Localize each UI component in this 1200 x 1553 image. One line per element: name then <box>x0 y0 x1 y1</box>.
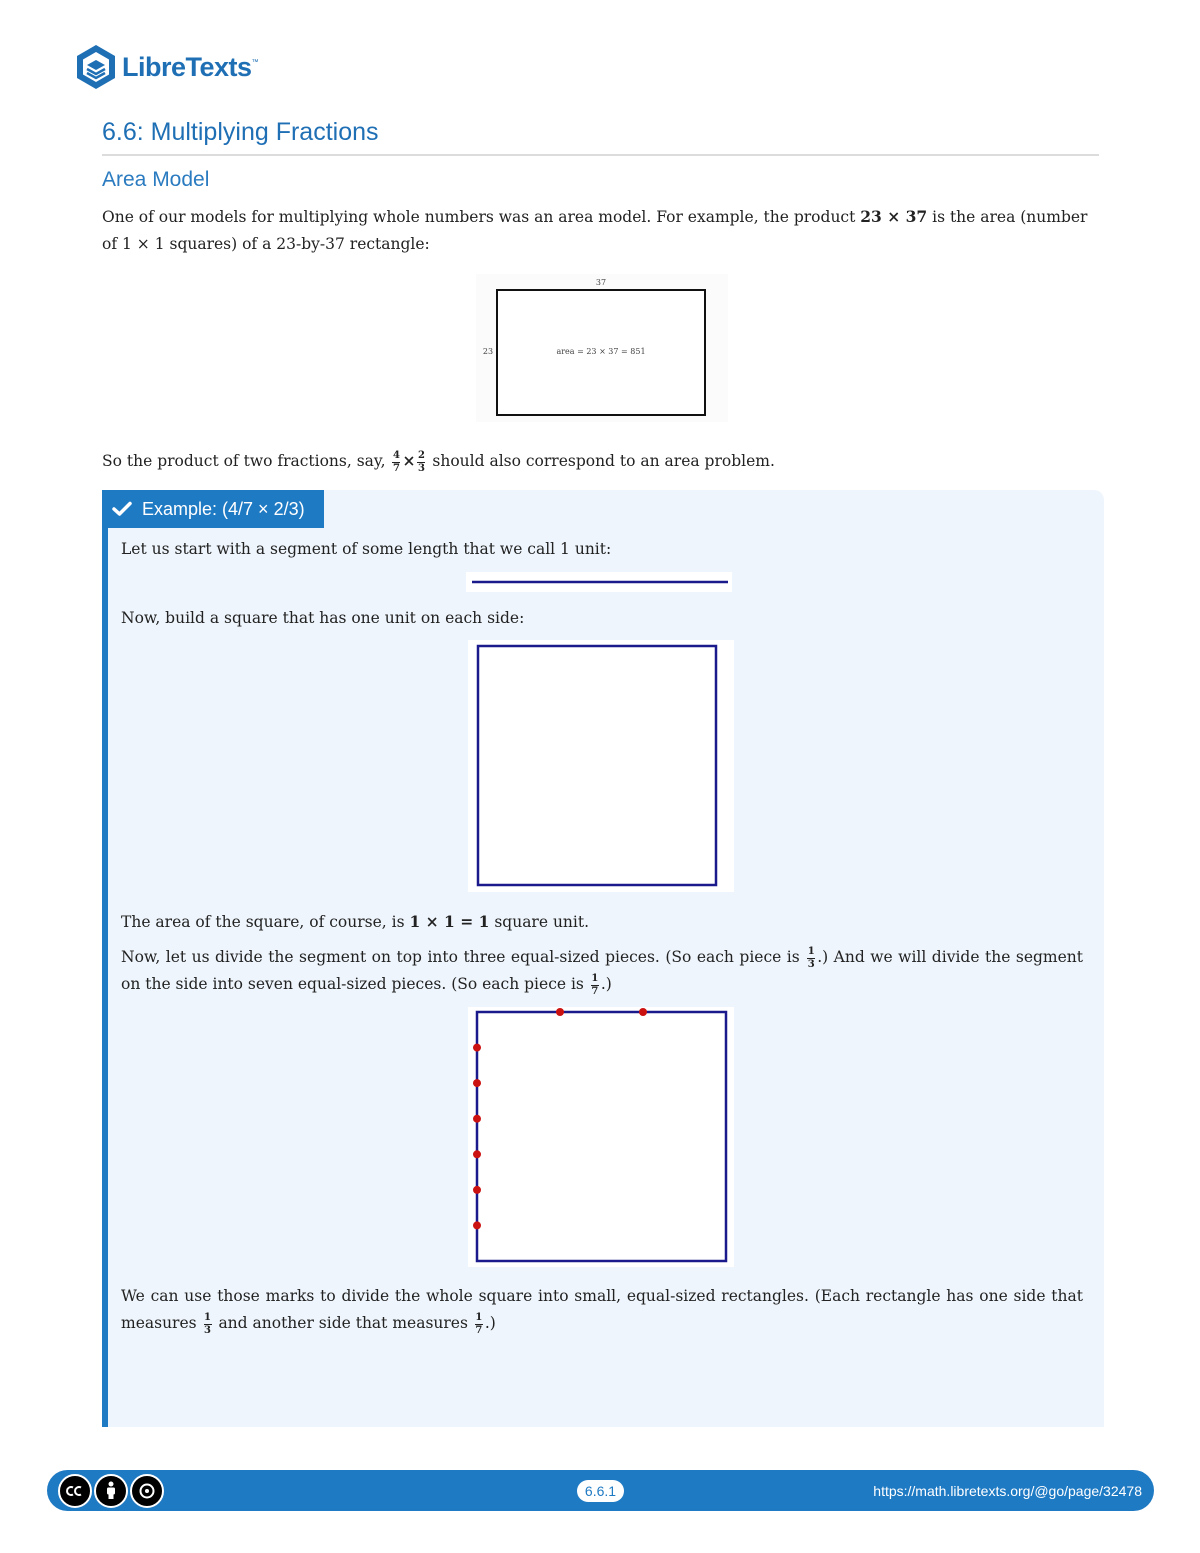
fraction-2-3: $\frac{2}{3}$ <box>417 449 425 474</box>
rect-side-label: 23 <box>482 347 494 356</box>
logo-wordmark: LibreTexts <box>122 51 252 82</box>
rect-top-label: 37 <box>595 278 607 287</box>
math-product: 23 × 37 <box>860 207 928 226</box>
side-mark-3 <box>473 1115 481 1123</box>
attribution-icon <box>130 1474 164 1508</box>
example-paragraph-4: Now, let us divide the segment on top into three equal-sized pieces. (So each piece is $\frac{1}{3}$ .) And we will divide the segment on the side into seven equal-sized pieces. (So each piece is $\frac{1}{7}$ .) <box>121 945 1083 997</box>
math-one-times-one: 1 × 1 = 1 <box>409 912 490 931</box>
libretexts-logo[interactable] <box>74 42 259 92</box>
top-mark-1 <box>556 1008 564 1016</box>
side-mark-5 <box>473 1186 481 1194</box>
fraction-4-7: $\frac{4}{7}$ <box>392 449 400 474</box>
unit-segment-figure <box>466 572 732 592</box>
example-title: Example: (4/7 × 2/3) <box>142 498 305 519</box>
fraction-paragraph: So the product of two fractions, say, $\frac{4}{7}$ × $\frac{2}{3}$ should also correspond to an area problem. <box>102 449 775 474</box>
side-mark-2 <box>473 1079 481 1087</box>
area-rectangle-figure <box>476 274 728 422</box>
divided-square-figure <box>468 1007 734 1267</box>
unit-square-figure <box>468 640 734 892</box>
section-heading: Area Model <box>102 168 210 191</box>
cc-icon <box>58 1474 92 1508</box>
top-mark-2 <box>639 1008 647 1016</box>
libretexts-logo-icon <box>74 43 118 91</box>
example-paragraph-2: Now, build a square that has one unit on each side: <box>121 609 525 627</box>
fraction-1-7-b: $\frac{1}{7}$ <box>475 1311 483 1336</box>
fraction-1-3-b: $\frac{1}{3}$ <box>204 1311 211 1336</box>
example-header <box>102 490 324 528</box>
intro-paragraph: One of our models for multiplying whole numbers was an area model. For example, the product 23 × 37 is the area (number of 1 × 1 squares) of a 23-by-37 rectangle: <box>102 207 1088 253</box>
cc-license-badge[interactable] <box>58 1474 164 1508</box>
by-icon <box>94 1474 128 1508</box>
fraction-1-3: $\frac{1}{3}$ <box>807 945 815 970</box>
title-divider <box>102 154 1099 156</box>
logo-trademark: ™ <box>251 58 259 66</box>
page-title: 6.6: Multiplying Fractions <box>102 118 379 146</box>
checkmark-icon <box>112 501 132 517</box>
side-mark-4 <box>473 1150 481 1158</box>
fraction-1-7: $\frac{1}{7}$ <box>591 972 599 997</box>
side-mark-1 <box>473 1044 481 1052</box>
example-paragraph-5: We can use those marks to divide the whole square into small, equal-sized rectangles. (Each rectangle has one side that measures $\frac{1}{3}$ and another side that measures $\frac{1}{7}$ .) <box>121 1287 1083 1336</box>
example-paragraph-3: The area of the square, of course, is 1 × 1 = 1 square unit. <box>121 912 590 931</box>
example-paragraph-1: Let us start with a segment of some length that we call 1 unit: <box>121 540 612 558</box>
page-number-badge: 6.6.1 <box>577 1480 624 1502</box>
side-mark-6 <box>473 1221 481 1229</box>
rect-area-label: area = 23 × 37 = 851 <box>556 347 646 356</box>
page-url-link[interactable]: https://math.libretexts.org/@go/page/32478 <box>873 1483 1142 1499</box>
